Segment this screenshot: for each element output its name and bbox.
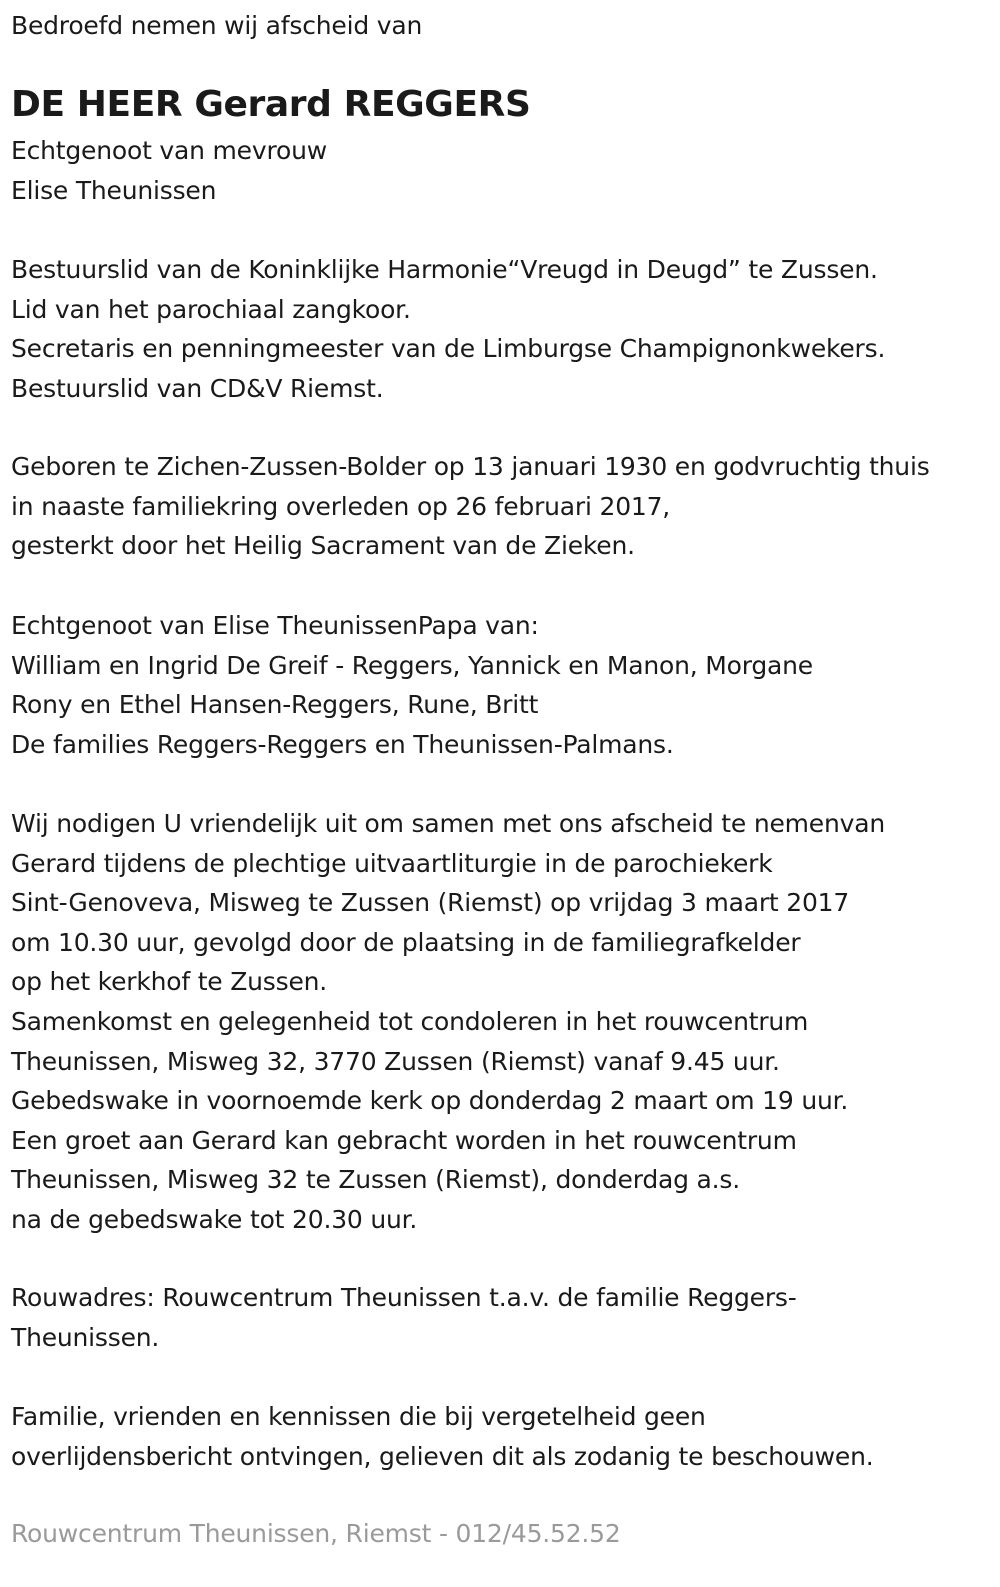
birth-death-line: Geboren te Zichen-Zussen-Bolder op 13 januari 1930 en godvruchtig thuis: [11, 452, 930, 481]
birth-death-line: in naaste familiekring overleden op 26 februari 2017,: [11, 491, 671, 521]
service-line: op het kerkhof te Zussen.: [11, 967, 328, 997]
address-line: Theunissen.: [11, 1322, 160, 1352]
service-line: Een groet aan Gerard kan gebracht worden in het rouwcentrum: [11, 1125, 797, 1155]
family-line: Rony en Ethel Hansen-Reggers, Rune, Britt: [11, 690, 539, 720]
role-line: Bestuurslid van CD&V Riemst.: [11, 373, 384, 403]
address-line: Rouwadres: Rouwcentrum Theunissen t.a.v. de familie Reggers-: [11, 1283, 797, 1312]
birth-death-line: gesterkt door het Heilig Sacrament van de Zieken.: [11, 531, 635, 561]
family-line: De families Reggers-Reggers en Theunissen-Palmans.: [11, 729, 674, 759]
service-line: Samenkomst en gelegenheid tot condoleren in het rouwcentrum: [11, 1006, 809, 1036]
role-line: Secretaris en penningmeester van de Limburgse Champignonkwekers.: [11, 334, 886, 364]
spouse-line: Elise Theunissen: [11, 175, 217, 205]
notice-block: [11, 1397, 874, 1476]
service-line: Wij nodigen U vriendelijk uit om samen met ons afscheid te nemenvan: [11, 809, 885, 838]
service-line: Gebedswake in voornoemde kerk op donderdag 2 maart om 19 uur.: [11, 1086, 849, 1116]
service-line: om 10.30 uur, gevolgd door de plaatsing in de familiegrafkelder: [11, 927, 801, 957]
service-block: [11, 804, 885, 1240]
service-line: Sint-Genoveva, Misweg te Zussen (Riemst) op vrijdag 3 maart 2017: [11, 888, 850, 918]
family-line: Echtgenoot van Elise TheunissenPapa van:: [11, 611, 539, 640]
footer-contact: Rouwcentrum Theunissen, Riemst - 012/45.52.52: [11, 1519, 621, 1548]
roles-block: [11, 250, 885, 408]
intro-text: Bedroefd nemen wij afscheid van: [11, 11, 423, 40]
address-block: [11, 1278, 797, 1357]
spouse-line: Echtgenoot van mevrouw: [11, 136, 327, 165]
birth-death-block: [11, 447, 930, 566]
deceased-name: DE HEER Gerard REGGERS: [11, 84, 531, 125]
service-line: Theunissen, Misweg 32, 3770 Zussen (Riemst) vanaf 9.45 uur.: [11, 1046, 780, 1076]
spouse-block: [11, 131, 327, 210]
service-line: na de gebedswake tot 20.30 uur.: [11, 1204, 418, 1234]
notice-line: overlijdensbericht ontvingen, gelieven dit als zodanig te beschouwen.: [11, 1441, 874, 1471]
service-line: Theunissen, Misweg 32 te Zussen (Riemst), donderdag a.s.: [11, 1165, 740, 1195]
role-line: Lid van het parochiaal zangkoor.: [11, 294, 411, 324]
role-line: Bestuurslid van de Koninklijke Harmonie“Vreugd in Deugd” te Zussen.: [11, 255, 878, 284]
service-line: Gerard tijdens de plechtige uitvaartliturgie in de parochiekerk: [11, 848, 773, 878]
family-block: [11, 606, 813, 764]
family-line: William en Ingrid De Greif - Reggers, Yannick en Manon, Morgane: [11, 650, 813, 680]
notice-line: Familie, vrienden en kennissen die bij vergetelheid geen: [11, 1402, 706, 1431]
